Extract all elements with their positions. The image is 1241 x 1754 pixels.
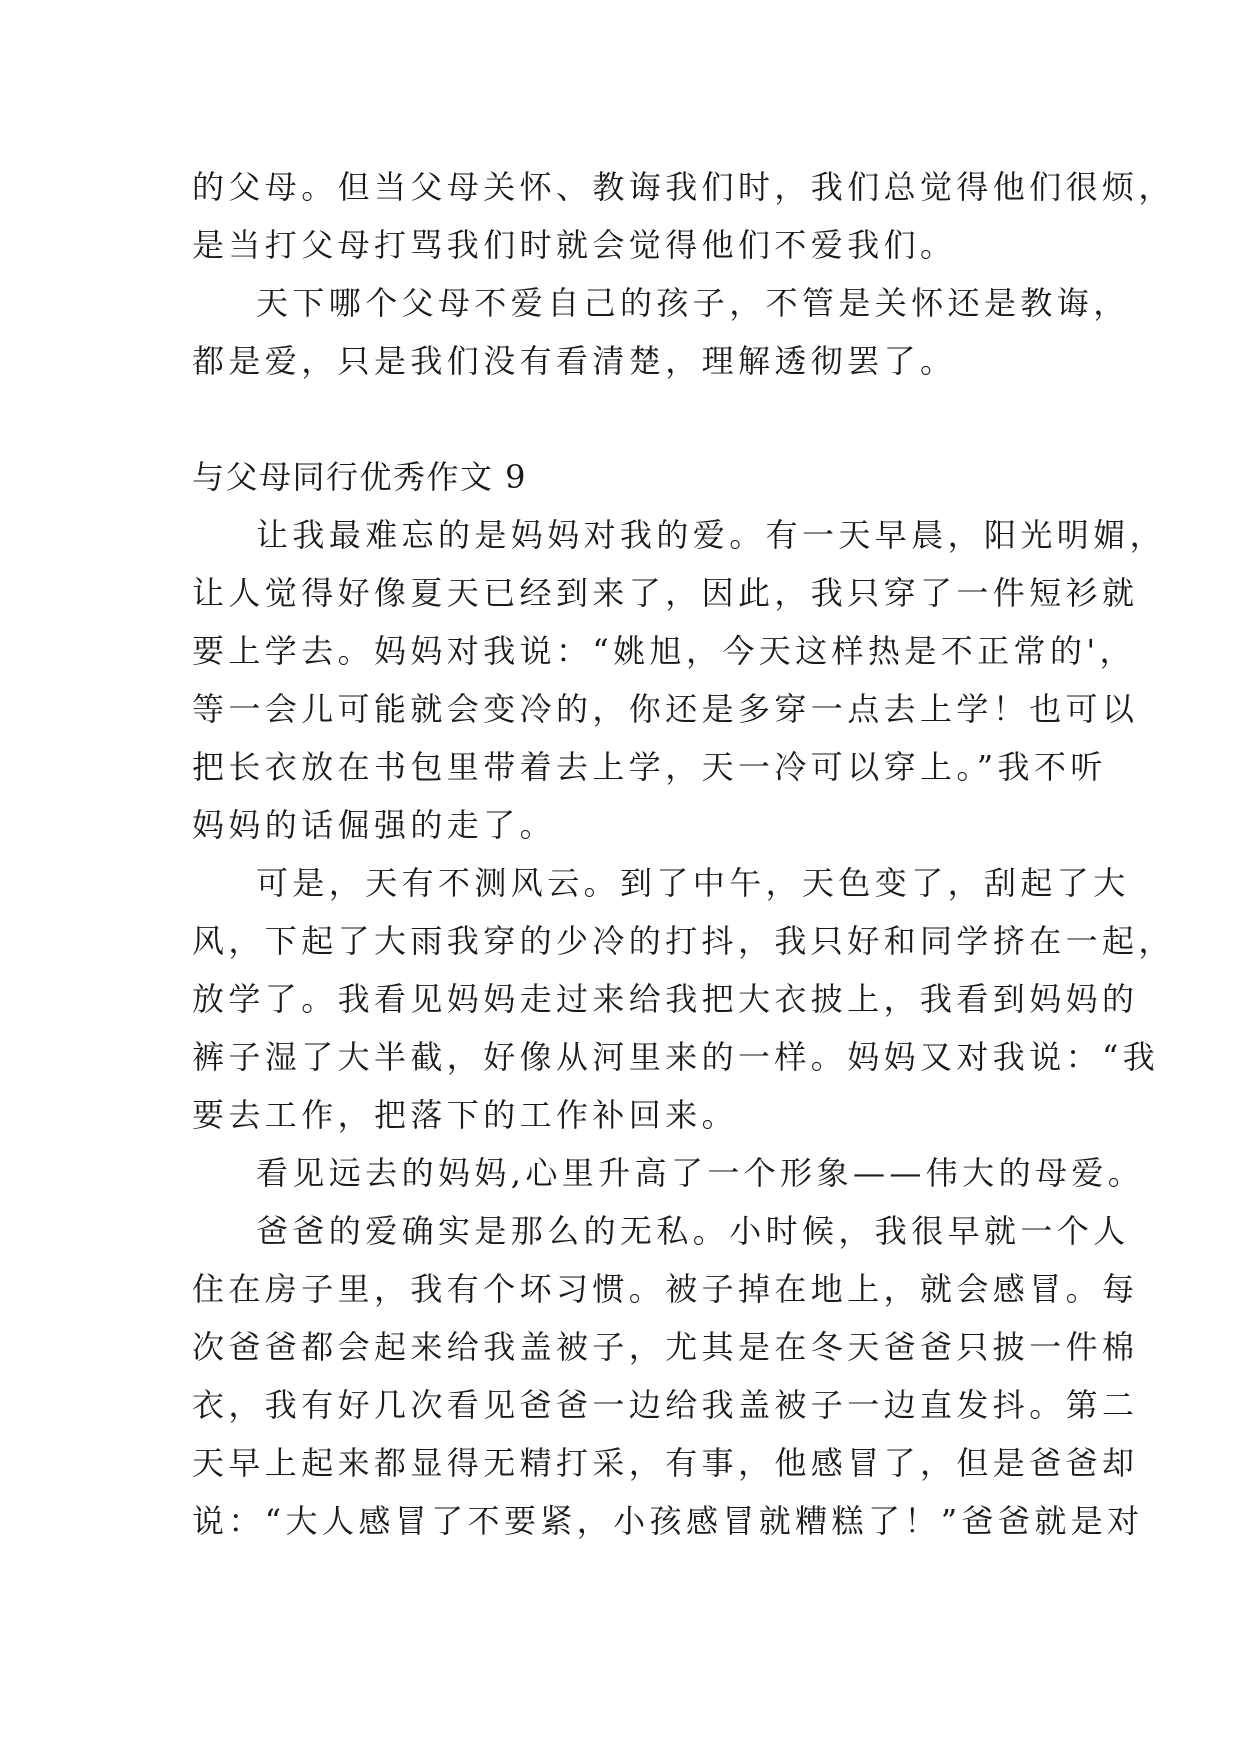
text-line: 衣，我有好几次看见爸爸一边给我盖被子一边直发抖。第二 (192, 1386, 1139, 1424)
text-line: 妈妈的话倔强的走了。 (192, 806, 557, 844)
section-heading: 与父母同行优秀作文 9 (192, 458, 528, 496)
text-line: 次爸爸都会起来给我盖被子，尤其是在冬天爸爸只披一件棉 (192, 1328, 1139, 1366)
text-line: 风，下起了大雨我穿的少冷的打抖，我只好和同学挤在一起， (192, 922, 1175, 960)
text-line: 放学了。我看见妈妈走过来给我把大衣披上，我看到妈妈的 (192, 980, 1139, 1018)
text-line: 等一会儿可能就会变冷的，你还是多穿一点去上学！也可以 (192, 690, 1139, 728)
text-line: 裤子湿了大半截，好像从河里来的一样。妈妈又对我说：“我 (192, 1038, 1160, 1076)
text-line: 把长衣放在书包里带着去上学，天一冷可以穿上。”我不听 (192, 748, 1107, 786)
text-line: 天早上起来都显得无精打采，有事，他感冒了，但是爸爸却 (192, 1444, 1139, 1482)
text-line: 要上学去。妈妈对我说：“姚旭，今天这样热是不正常的'， (192, 632, 1136, 670)
text-line: 让人觉得好像夏天已经到来了，因此，我只穿了一件短衫就 (192, 574, 1139, 612)
text-line: 是当打父母打骂我们时就会觉得他们不爱我们。 (192, 226, 957, 264)
paragraph-start-line: 爸爸的爱确实是那么的无私。小时候，我很早就一个人 (256, 1212, 1130, 1250)
text-line: 要去工作，把落下的工作补回来。 (192, 1096, 739, 1134)
text-line: 的父母。但当父母关怀、教诲我们时，我们总觉得他们很烦， (192, 168, 1175, 206)
paragraph-start-line: 可是，天有不测风云。到了中午，天色变了，刮起了大 (256, 864, 1130, 902)
paragraph-start-line: 看见远去的妈妈,心里升高了一个形象——伟大的母爱。 (256, 1154, 1145, 1192)
text-line: 说：“大人感冒了不要紧，小孩感冒就糟糕了！”爸爸就是对 (192, 1502, 1144, 1540)
paragraph-start-line: 天下哪个父母不爱自己的孩子，不管是关怀还是教诲， (256, 284, 1130, 322)
paragraph-start-line: 让我最难忘的是妈妈对我的爱。有一天早晨，阳光明媚， (256, 516, 1167, 554)
text-line: 都是爱，只是我们没有看清楚，理解透彻罢了。 (192, 342, 957, 380)
text-line: 住在房子里，我有个坏习惯。被子掉在地上，就会感冒。每 (192, 1270, 1139, 1308)
